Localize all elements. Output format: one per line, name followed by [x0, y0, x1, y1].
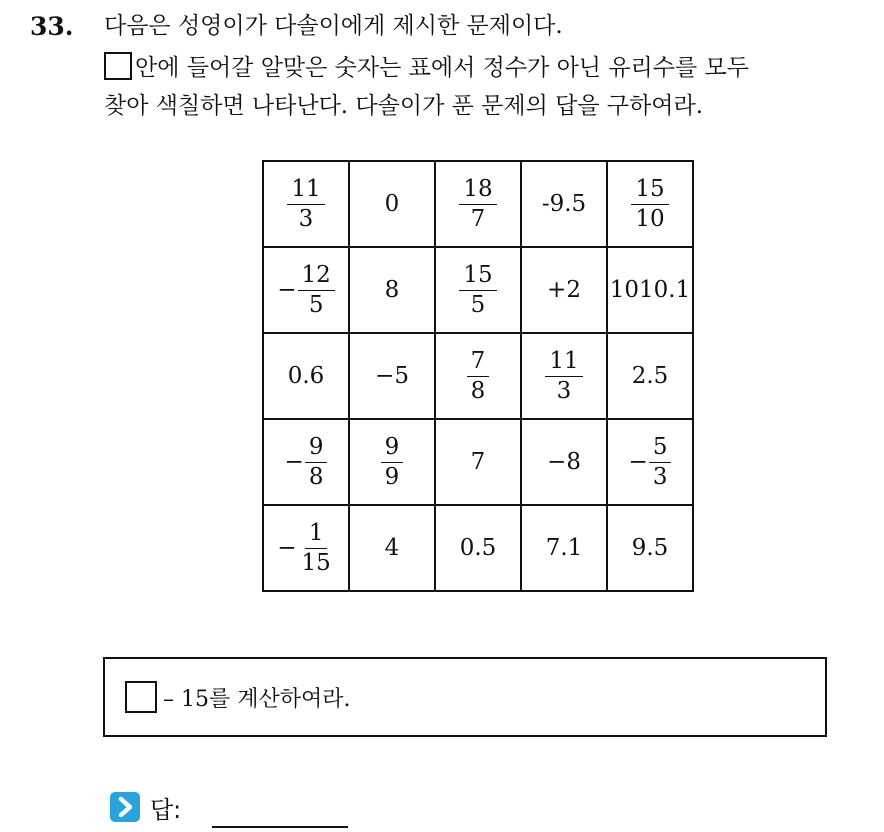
- grid-cell[interactable]: [521, 505, 607, 591]
- fraction-sign: −: [284, 449, 304, 475]
- grid-row: [263, 161, 693, 247]
- grid-cell[interactable]: [263, 333, 349, 419]
- problem-blank-box: [125, 681, 157, 713]
- grid-cell[interactable]: [521, 247, 607, 333]
- grid-cell[interactable]: [521, 333, 607, 419]
- fraction: [649, 433, 672, 490]
- grid-cell[interactable]: [607, 247, 693, 333]
- fraction: [287, 175, 324, 232]
- grid-cell[interactable]: [607, 419, 693, 505]
- grid-row: [263, 419, 693, 505]
- fraction-numerator: 12: [298, 264, 335, 291]
- grid-row: [263, 333, 693, 419]
- grid-cell[interactable]: [435, 505, 521, 591]
- fraction-numerator: 9: [305, 436, 328, 463]
- question-number: 33.: [30, 12, 74, 41]
- fraction-numerator: 15: [631, 178, 668, 205]
- problem-expression: – 15를 계산하여라.: [163, 687, 351, 712]
- number-grid-body: [263, 161, 693, 591]
- fraction-denominator: 5: [470, 291, 486, 318]
- question-line-3: 찾아 색칠하면 나타난다. 다솔이가 푼 문제의 답을 구하여라.: [104, 93, 704, 119]
- grid-cell[interactable]: [435, 161, 521, 247]
- cell-value: 8: [384, 277, 400, 303]
- fraction-numerator: 9: [381, 436, 404, 463]
- fraction-numerator: 7: [467, 350, 490, 377]
- grid-cell[interactable]: [349, 247, 435, 333]
- fraction-numerator: 18: [459, 178, 496, 205]
- grid-cell[interactable]: [521, 419, 607, 505]
- fraction-denominator: 15: [301, 549, 331, 576]
- grid-cell[interactable]: [607, 333, 693, 419]
- fraction-denominator: 3: [298, 205, 314, 232]
- grid-cell[interactable]: [349, 419, 435, 505]
- fraction-denominator: 10: [635, 205, 665, 232]
- question-line-2: [104, 52, 749, 84]
- grid-cell[interactable]: [349, 505, 435, 591]
- grid-row: [263, 505, 693, 591]
- cell-value: -9.5: [541, 191, 587, 217]
- fraction: [305, 433, 328, 490]
- fraction-numerator: 11: [545, 350, 582, 377]
- chevron-right-icon: [110, 792, 140, 822]
- grid-cell[interactable]: [435, 247, 521, 333]
- fraction: [298, 261, 335, 318]
- fraction-numerator: 15: [459, 264, 496, 291]
- cell-value: −5: [375, 363, 409, 389]
- cell-value: 7.1: [545, 535, 583, 561]
- fraction-denominator: 3: [652, 463, 668, 490]
- fraction-denominator: 9: [384, 463, 400, 490]
- question-line-2-text: 안에 들어갈 알맞은 숫자는 표에서 정수가 아닌 유리수를 모두: [135, 55, 749, 81]
- answer-label: 답:: [150, 796, 182, 824]
- cell-value: 0.5: [459, 535, 497, 561]
- grid-cell[interactable]: [607, 505, 693, 591]
- grid-cell[interactable]: [349, 161, 435, 247]
- fraction: [298, 519, 335, 576]
- fraction-numerator: 1: [305, 522, 328, 549]
- cell-value: 4: [384, 535, 400, 561]
- fraction-sign: −: [277, 277, 297, 303]
- grid-cell[interactable]: [263, 161, 349, 247]
- blank-box: [104, 52, 132, 80]
- grid-cell[interactable]: [607, 161, 693, 247]
- fraction: [631, 175, 668, 232]
- answer-line[interactable]: [212, 826, 348, 828]
- fraction-denominator: 7: [470, 205, 486, 232]
- fraction-denominator: 3: [556, 377, 572, 404]
- grid-cell[interactable]: [435, 333, 521, 419]
- cell-value: −8: [547, 449, 581, 475]
- fraction-denominator: 8: [470, 377, 486, 404]
- grid-cell[interactable]: [349, 333, 435, 419]
- grid-cell[interactable]: [263, 505, 349, 591]
- fraction-numerator: 11: [287, 178, 324, 205]
- fraction-denominator: 8: [308, 463, 324, 490]
- question-line-1: 다음은 성영이가 다솔이에게 제시한 문제이다.: [104, 13, 563, 39]
- cell-value: 2.5: [631, 363, 669, 389]
- fraction-sign: −: [628, 449, 648, 475]
- cell-value: 0.6: [287, 363, 325, 389]
- cell-value: 0: [384, 191, 400, 217]
- grid-cell[interactable]: [521, 161, 607, 247]
- fraction: [459, 261, 496, 318]
- fraction-numerator: 5: [649, 436, 672, 463]
- cell-value: +2: [547, 277, 581, 303]
- cell-value: 9.5: [631, 535, 669, 561]
- cell-value: 1010.1: [609, 277, 691, 303]
- grid-cell[interactable]: [435, 419, 521, 505]
- grid-row: [263, 247, 693, 333]
- fraction: [467, 347, 490, 404]
- fraction: [459, 175, 496, 232]
- problem-text: [125, 681, 351, 713]
- grid-cell[interactable]: [263, 419, 349, 505]
- fraction: [381, 433, 404, 490]
- fraction-sign: −: [277, 535, 297, 561]
- cell-value: 7: [470, 449, 486, 475]
- grid-cell[interactable]: [263, 247, 349, 333]
- problem-box: [103, 657, 827, 737]
- fraction-denominator: 5: [308, 291, 324, 318]
- fraction: [545, 347, 582, 404]
- number-grid: [262, 160, 694, 592]
